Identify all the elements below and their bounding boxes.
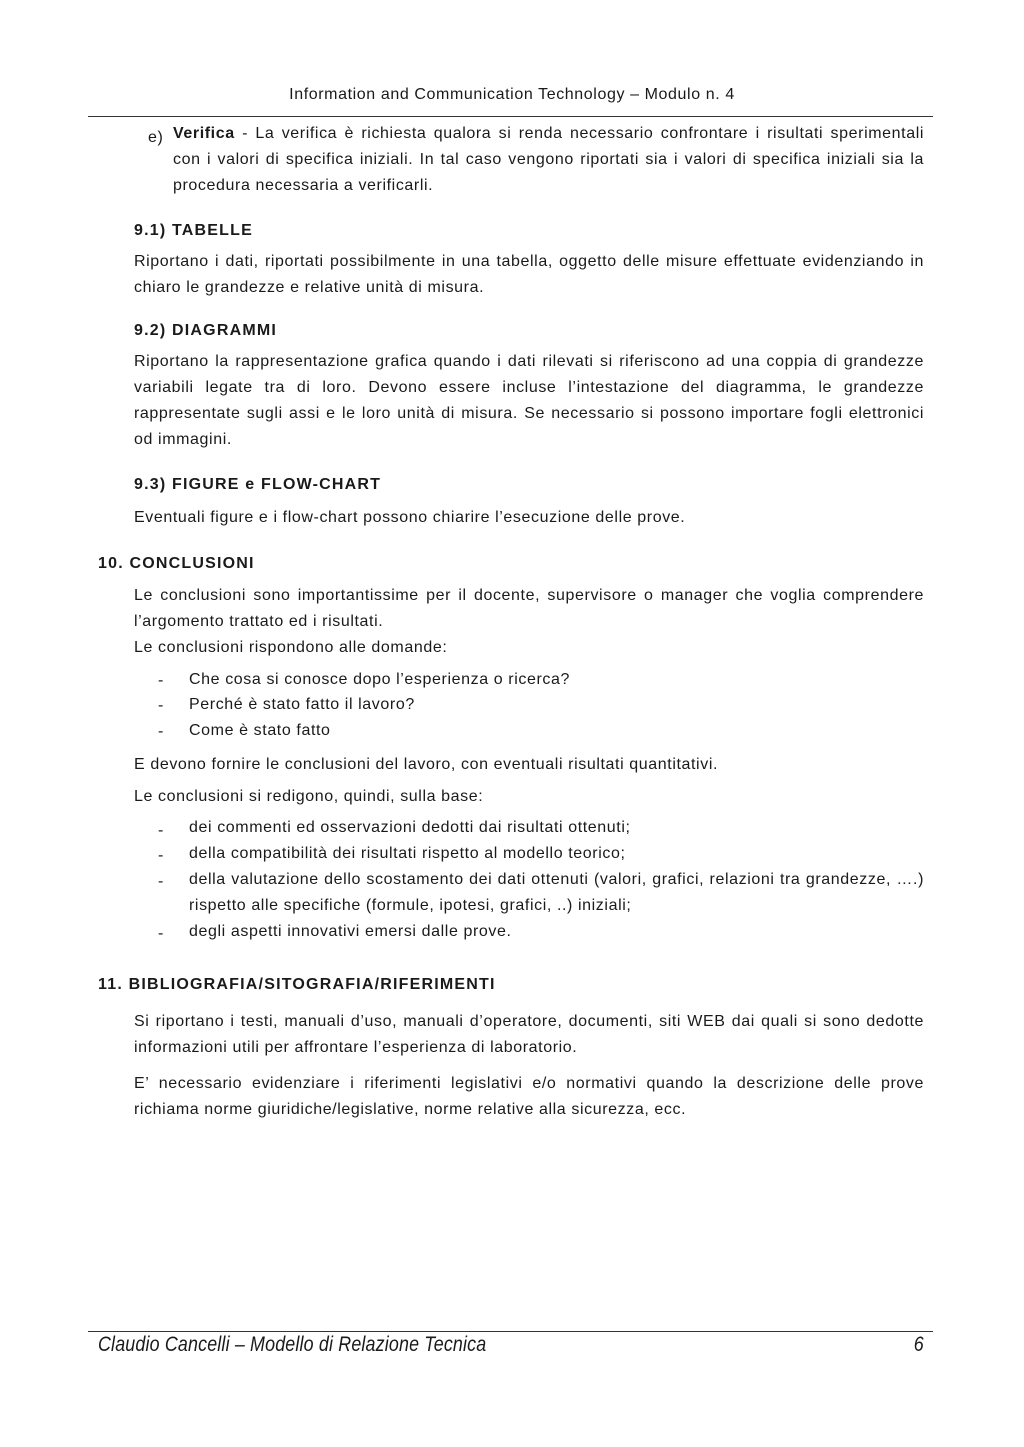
section-9-2-text: Riportano la rappresentazione grafica quando i dati rilevati si riferiscono ad una coppia di grandezze variabili legate tra di loro. Devono essere incluse l’intestazione del diagramma, le grandezze rappresentate sugli assi e le loro unità di misura. Se necessario si possono importare fogli elettronici od immagini. [134,353,924,448]
basis-item: della compatibilità dei risultati rispetto al modello teorico; [189,845,626,862]
item-e-term: Verifica [173,125,235,142]
section-10-intro2: Le conclusioni rispondono alle domande: [134,639,448,656]
section-9-3-heading: 9.3) FIGURE e FLOW-CHART [134,476,382,493]
item-e-text: - La verifica è richiesta qualora si renda necessario confrontare i risultati sperimentali con i valori di specifica iniziali. In tal caso vengono riportati sia i valori di specifica iniziali sia la procedura necessaria a verificarli. [173,125,924,194]
bullet-dash: - [158,672,164,689]
section-10-text2: E devono fornire le conclusioni del lavoro, con eventuali risultati quantitativi. [134,756,719,773]
footer-divider [88,1331,933,1332]
question-item: Che cosa si conosce dopo l’esperienza o ricerca? [189,671,570,688]
bullet-dash: - [158,822,164,839]
bullet-dash: - [158,697,164,714]
section-11-text2: E’ necessario evidenziare i riferimenti legislativi e/o normativi quando la descrizione delle prove richiama norme giuridiche/legislative, norme relative alla sicurezza, ecc. [134,1075,924,1118]
section-11-text1: Si riportano i testi, manuali d’uso, manuali d’operatore, documenti, siti WEB dai quali si sono dedotte informazioni utili per affrontare l’esperienza di laboratorio. [134,1013,924,1056]
section-10-text3: Le conclusioni si redigono, quindi, sulla base: [134,788,484,805]
header-divider [88,116,933,117]
section-9-1-heading: 9.1) TABELLE [134,222,254,239]
bullet-dash: - [158,925,164,942]
section-9-1-text: Riportano i dati, riportati possibilmente in una tabella, oggetto delle misure effettuate evidenziando in chiaro le grandezze e relative unità di misura. [134,253,924,296]
bullet-dash: - [158,873,164,890]
basis-item: della valutazione dello scostamento dei dati ottenuti (valori, grafici, relazioni tra grandezze, ….) rispetto alle specifiche (formule, ipotesi, grafici, ..) iniziali; [189,871,924,914]
section-10-heading: 10. CONCLUSIONI [98,555,255,572]
footer-author-title: Claudio Cancelli – Modello di Relazione Tecnica [98,1333,487,1356]
section-9-2-heading: 9.2) DIAGRAMMI [134,322,278,339]
basis-item: dei commenti ed osservazioni dedotti dai risultati ottenuti; [189,819,631,836]
bullet-dash: - [158,723,164,740]
page-header: Information and Communication Technology – Modulo n. 4 [289,86,735,103]
item-e-paragraph [173,121,924,199]
question-item: Perché è stato fatto il lavoro? [189,696,415,713]
section-9-3-text: Eventuali figure e i flow-chart possono chiarire l’esecuzione delle prove. [134,509,686,526]
section-10-intro: Le conclusioni sono importantissime per il docente, supervisore o manager che voglia comprendere l’argomento trattato ed i risultati. [134,587,924,630]
basis-item: degli aspetti innovativi emersi dalle prove. [189,923,512,940]
question-item: Come è stato fatto [189,722,331,739]
item-e-marker: e) [148,129,164,146]
section-11-heading: 11. BIBLIOGRAFIA/SITOGRAFIA/RIFERIMENTI [98,976,496,993]
bullet-dash: - [158,847,164,864]
page-number: 6 [914,1333,924,1356]
